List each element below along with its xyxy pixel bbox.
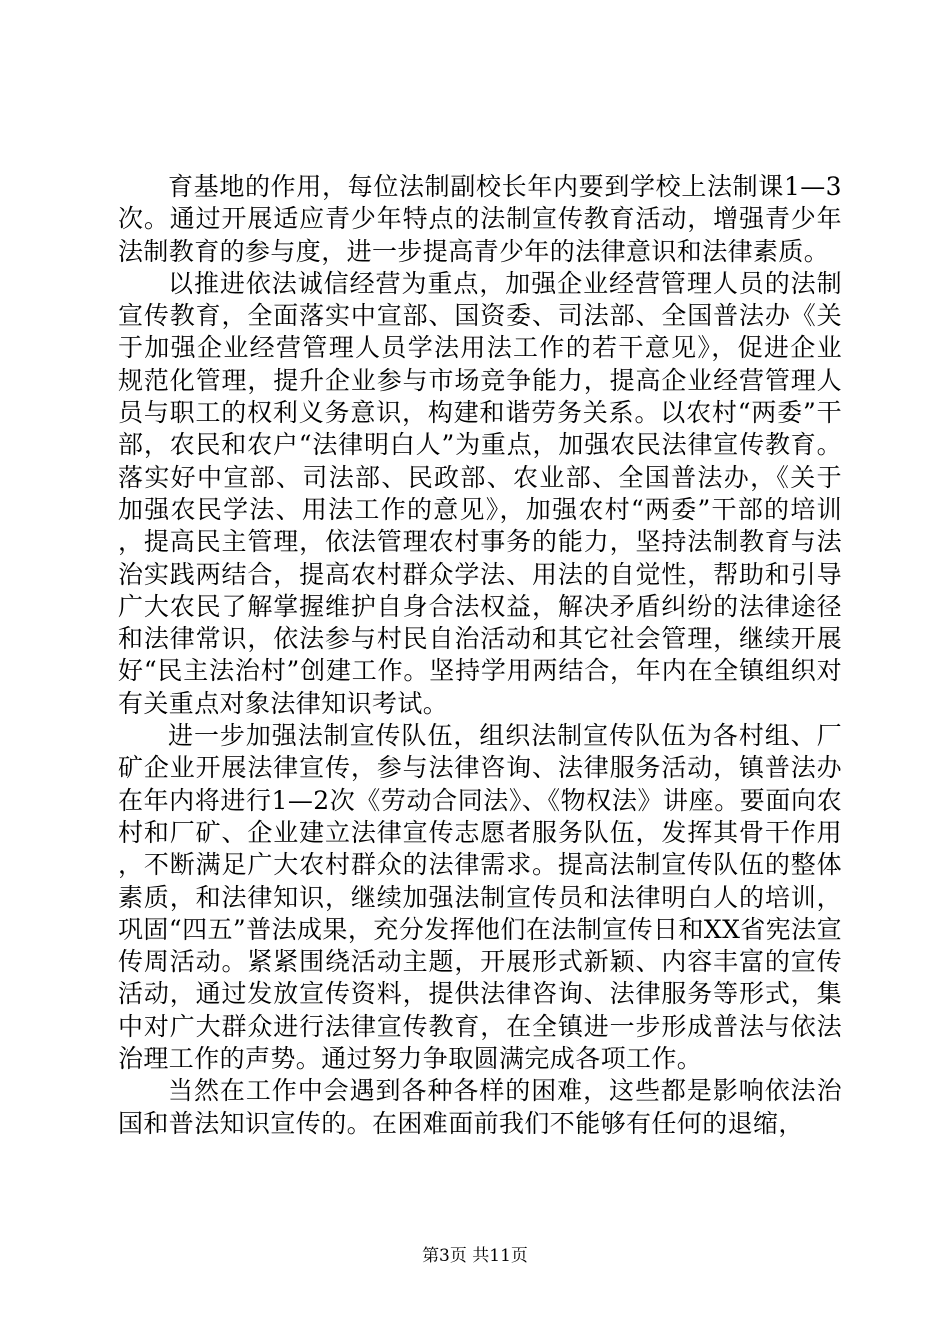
paragraph: 以推进依法诚信经营为重点，加强企业经营管理人员的法制宣传教育，全面落实中宣部、国资委、司法部、全国普法办《关于加强企业经营管理人员学法用法工作的若干意见》，促进企业规范化管理，提升企业参与市场竞争能力，提高企业经营管理人员与职工的权利义务意识，构建和谐劳务关系。以农村“两委”干部，农民和农户“法律明白人”为重点，加强农民法律宣传教育。落实好中宣部、司法部、民政部、农业部、全国普法办，《关于加强农民学法、用法工作的意见》，加强农村“两委”干部的培训，提高民主管理，依法管理农村事务的能力，坚持法制教育与法治实践两结合，提高农村群众学法、用法的自觉性，帮助和引导广大农民了解掌握维护自身合法权益，解决矛盾纠纷的法律途径和法律常识，依法参与村民自治活动和其它社会管理，继续开展好“民主法治村”创建工作。坚持学用两结合，年内在全镇组织对有关重点对象法律知识考试。 — [118, 268, 842, 718]
paragraph: 当然在工作中会遇到各种各样的困难，这些都是影响依法治国和普法知识宣传的。在困难面前我们不能够有任何的退缩， — [118, 1076, 842, 1138]
paragraph: 育基地的作用，每位法制副校长年内要到学校上法制课1—3次。通过开展适应青少年特点的法制宣传教育活动，增强青少年法制教育的参与度，进一步提高青少年的法律意识和法律素质。 — [118, 172, 842, 266]
paragraph: 进一步加强法制宣传队伍，组织法制宣传队伍为各村组、厂矿企业开展法律宣传，参与法律咨询、法律服务活动，镇普法办在年内将进行1—2次《劳动合同法》、《物权法》讲座。要面向农村和厂矿、企业建立法律宣传志愿者服务队伍，发挥其骨干作用，不断满足广大农村群众的法律需求。提高法制宣传队伍的整体素质，和法律知识，继续加强法制宣传员和法律明白人的培训，巩固“四五”普法成果，充分发挥他们在法制宣传日和XX省宪法宣传周活动。紧紧围绕活动主题，开展形式新颖、内容丰富的宣传活动，通过发放宣传资料，提供法律咨询、法律服务等形式，集中对广大群众进行法律宣传教育，在全镇进一步形成普法与依法治理工作的声势。通过努力争取圆满完成各项工作。 — [118, 721, 842, 1074]
page-number-footer: 第3页 共11页 — [422, 1246, 528, 1266]
document-body — [118, 171, 842, 1140]
